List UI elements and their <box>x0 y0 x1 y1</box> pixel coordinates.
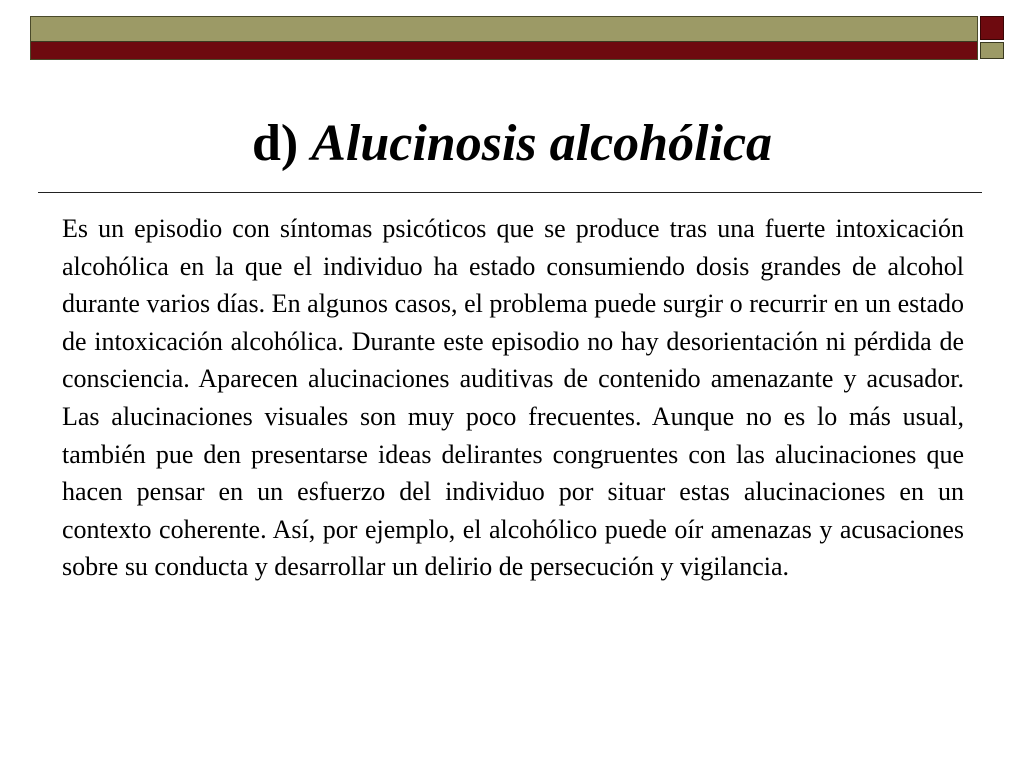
title-divider <box>38 192 982 193</box>
banner-olive-stripe <box>31 17 977 42</box>
header-banner <box>30 16 978 60</box>
banner-corner-olive-square <box>980 42 1004 59</box>
slide-title-prefix: d) <box>251 115 299 172</box>
slide-title-name: Alucinosis alcohólica <box>311 115 773 172</box>
banner-corner-red-square <box>980 16 1004 40</box>
body-paragraph: Es un episodio con síntomas psicóticos que se produce tras una fuerte intoxicación alcohólica en la que el individuo ha estado consumiendo dosis grandes de alcohol durante varios días. En algunos casos, el problema puede surgir o recurrir en un estado de intoxicación alcohólica. Durante este episodio no hay desorientación ni pérdida de consciencia. Aparecen alucinaciones auditivas de contenido amenazante y acusador. Las alucinaciones visuales son muy poco frecuentes. Aunque no es lo más usual, también pue den presentarse ideas delirantes congruentes con las alucinaciones que hacen pensar en un esfuerzo del individuo por situar estas alucinaciones en un contexto coherente. Así, por ejemplo, el alcohólico puede oír amenazas y acusaciones sobre su conducta y desarrollar un delirio de persecución y vigilancia. <box>62 214 964 582</box>
banner-red-stripe <box>31 42 977 59</box>
slide-title <box>0 108 1024 180</box>
